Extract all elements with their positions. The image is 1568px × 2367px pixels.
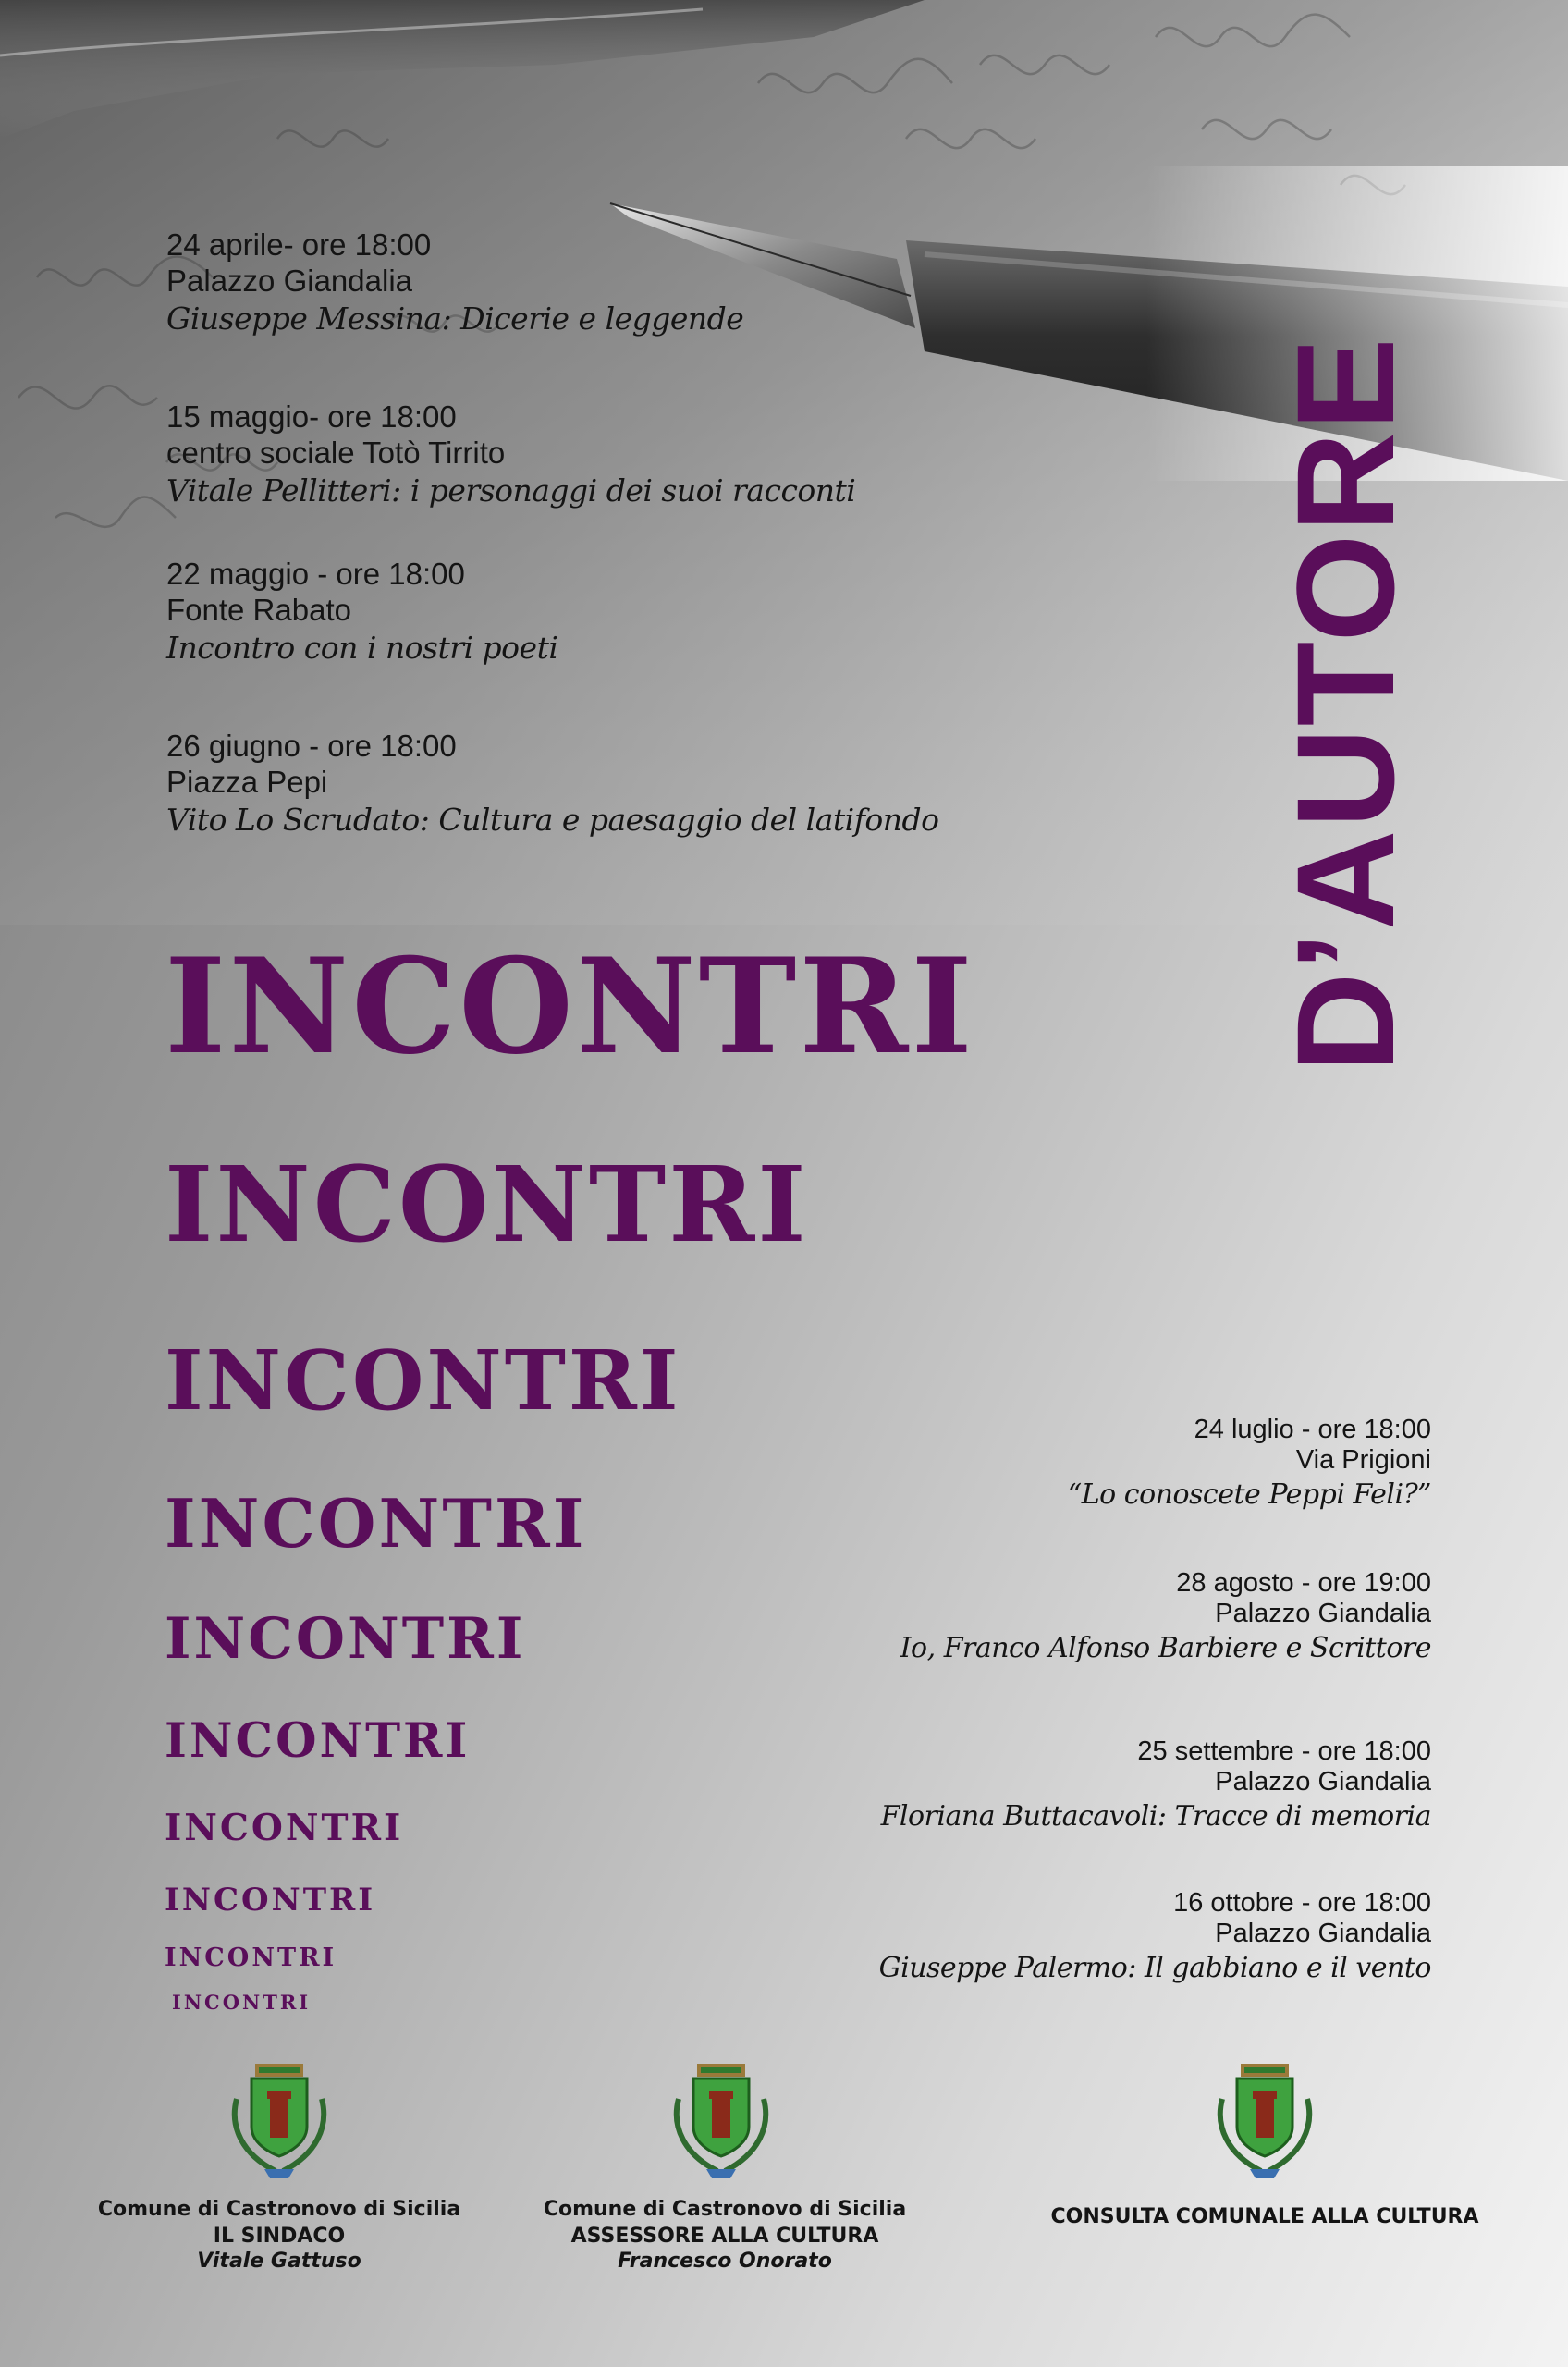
event-title: Giuseppe Messina: Dicerie e leggende: [166, 300, 744, 337]
incontri-heading-10: INCONTRI: [172, 1991, 312, 2014]
event-title: Incontro con i nostri poeti: [166, 630, 558, 666]
incontri-heading-4: INCONTRI: [165, 1484, 587, 1563]
castronovo-crest-icon: [666, 2062, 777, 2184]
event-place: Fonte Rabato: [166, 593, 351, 627]
footer-org: Comune di Castronovo di Sicilia: [543, 2198, 907, 2221]
event-place: centro sociale Totò Tirrito: [166, 435, 506, 470]
incontri-heading-7: INCONTRI: [165, 1807, 404, 1849]
incontri-heading-9: INCONTRI: [165, 1944, 337, 1972]
event-title: Io, Franco Alfonso Barbiere e Scrittore: [900, 1632, 1431, 1664]
event-place: Palazzo Giandalia: [166, 264, 412, 298]
incontri-heading-6: INCONTRI: [165, 1713, 471, 1769]
event-place: Palazzo Giandalia: [1215, 1919, 1431, 1948]
castronovo-crest-icon: [224, 2062, 335, 2184]
footer-person: Vitale Gattuso: [197, 2250, 361, 2273]
footer-mayor: [94, 2195, 464, 2275]
event-item: [166, 399, 855, 511]
event-item: [166, 556, 557, 668]
event-date: 16 ottobre - ore 18:00: [1173, 1888, 1431, 1918]
footer-consulta: [1034, 2202, 1496, 2232]
event-date: 24 aprile- ore 18:00: [166, 227, 432, 262]
incontri-heading-2: INCONTRI: [165, 1145, 809, 1266]
incontri-heading-5: INCONTRI: [165, 1606, 526, 1672]
event-date: 28 agosto - ore 19:00: [1176, 1568, 1431, 1598]
event-item: [166, 728, 939, 840]
event-date: 26 giugno - ore 18:00: [166, 729, 457, 763]
event-title: Vitale Pellitteri: i personaggi dei suoi racconti: [166, 472, 856, 509]
event-title: Vito Lo Scrudato: Cultura e paesaggio del latifondo: [166, 802, 939, 838]
footer-person: Francesco Onorato: [618, 2250, 832, 2273]
footer-role: IL SINDACO: [213, 2225, 346, 2248]
event-place: Palazzo Giandalia: [1215, 1767, 1431, 1797]
event-item: [879, 1888, 1431, 1988]
event-date: 15 maggio- ore 18:00: [166, 399, 457, 434]
footer-role: ASSESSORE ALLA CULTURA: [570, 2225, 879, 2248]
event-title: Floriana Buttacavoli: Tracce di memoria: [880, 1800, 1431, 1833]
footer-org: Comune di Castronovo di Sicilia: [97, 2198, 461, 2221]
incontri-heading-1: INCONTRI: [165, 930, 975, 1084]
footer-org: CONSULTA COMUNALE ALLA CULTURA: [1050, 2205, 1479, 2228]
event-date: 22 maggio - ore 18:00: [166, 557, 465, 591]
event-place: Via Prigioni: [1295, 1445, 1431, 1475]
event-place: Palazzo Giandalia: [1215, 1599, 1431, 1628]
event-title: Giuseppe Palermo: Il gabbiano e il vento: [878, 1952, 1431, 1984]
event-item: [1068, 1415, 1431, 1515]
incontri-heading-8: INCONTRI: [165, 1882, 376, 1919]
event-item: [166, 227, 743, 339]
event-title: “Lo conoscete Peppi Feli?”: [1067, 1478, 1431, 1511]
event-place: Piazza Pepi: [166, 765, 328, 799]
event-date: 24 luglio - ore 18:00: [1194, 1415, 1431, 1444]
event-item: [900, 1568, 1431, 1668]
event-item: [881, 1736, 1431, 1836]
castronovo-crest-icon: [1209, 2062, 1320, 2184]
event-date: 25 settembre - ore 18:00: [1137, 1736, 1431, 1766]
footer-assessor-text: [540, 2195, 910, 2275]
incontri-heading-3: INCONTRI: [165, 1331, 681, 1429]
vertical-title-dautore: D’AUTORE: [1268, 336, 1423, 1073]
